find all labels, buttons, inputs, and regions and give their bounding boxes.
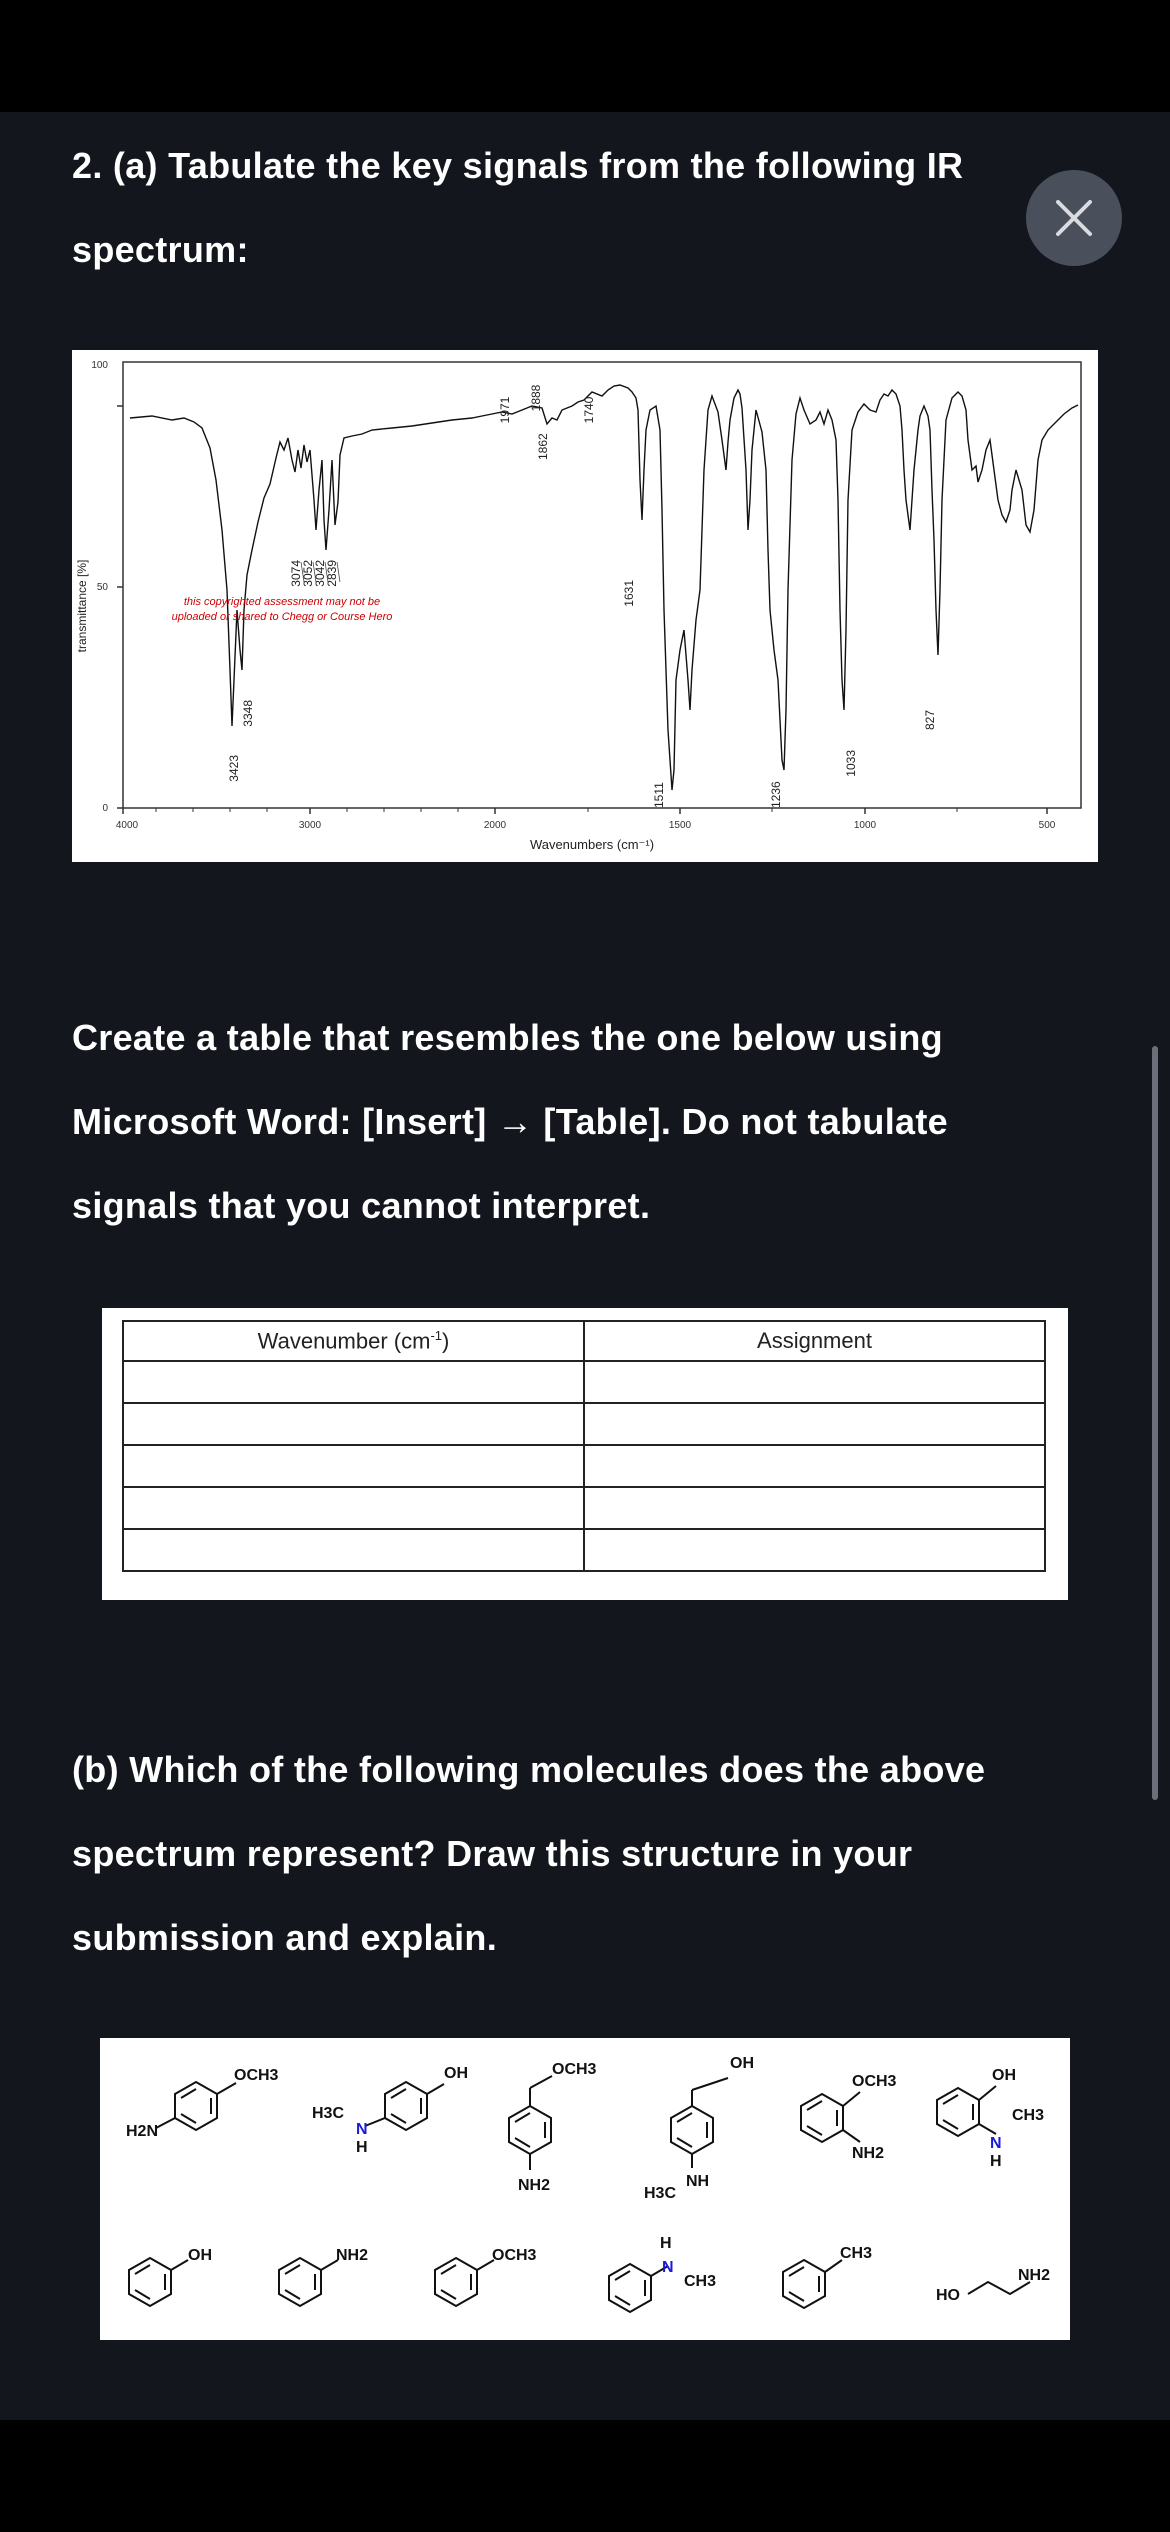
label-n: N [662, 2259, 674, 2276]
table-row [123, 1529, 1045, 1571]
watermark-line-2: uploaded or shared to Chegg or Course Hero [171, 611, 393, 623]
close-button[interactable] [1026, 170, 1122, 266]
label-h: H [660, 2235, 672, 2252]
label-nh: NH [686, 2173, 710, 2190]
label-ch3: CH3 [1012, 2107, 1045, 2124]
x-tick-label: 3000 [298, 820, 322, 831]
peak-label-1888: 1888 [529, 384, 543, 412]
peak-label-1631: 1631 [622, 580, 636, 607]
label-nh2: NH2 [336, 2247, 369, 2264]
label-h: H [990, 2153, 1002, 2170]
header-assignment: Assignment [584, 1321, 1045, 1361]
peak-label-3423: 3423 [227, 755, 241, 782]
table-instructions: Create a table that resembles the one below using Microsoft Word: [Insert] → [Table]. Do not tabulate signals that you cannot interpret. [72, 1017, 948, 1226]
peak-label-3042: 3042 [313, 560, 327, 587]
peak-label-1033: 1033 [844, 750, 858, 777]
label-nh2: NH2 [852, 2145, 885, 2162]
x-tick-label: 1500 [668, 820, 692, 831]
label-oh: OH [730, 2055, 754, 2072]
ir-spectrum-image [72, 350, 1098, 862]
x-tick-label: 4000 [115, 820, 139, 831]
peak-label-827: 827 [923, 710, 937, 731]
label-h3c: H3C [312, 2105, 345, 2122]
table-row [123, 1361, 1045, 1403]
y-axis-label: transmittance [%] [75, 559, 89, 653]
molecule-choices-image [100, 2038, 1070, 2340]
peak-label-3052: 3052 [301, 560, 315, 587]
template-table [122, 1320, 1046, 1572]
label-n: N [356, 2121, 368, 2138]
label-och3: OCH3 [492, 2247, 537, 2264]
close-icon [1054, 198, 1094, 238]
x-tick-label: 2000 [483, 820, 507, 831]
table-row [123, 1403, 1045, 1445]
label-n: N [990, 2135, 1002, 2152]
y-tick-label: 50 [96, 582, 108, 593]
peak-label-3348: 3348 [241, 700, 255, 727]
x-axis-label: Wavenumbers (cm⁻¹) [529, 837, 655, 852]
label-och3: OCH3 [852, 2073, 897, 2090]
label-oh: OH [444, 2065, 468, 2082]
label-oh: OH [992, 2067, 1016, 2084]
label-nh2: NH2 [518, 2177, 551, 2194]
peak-label-1862: 1862 [536, 433, 550, 460]
label-oh: OH [188, 2247, 212, 2264]
peak-label-1971: 1971 [498, 396, 512, 424]
scrollbar[interactable] [1152, 1046, 1158, 1800]
peak-label-3074: 3074 [289, 560, 303, 587]
peak-label-1236: 1236 [769, 781, 783, 808]
y-tick-label: 100 [91, 360, 108, 371]
y-tick-label: 0 [102, 803, 108, 814]
label-och3: OCH3 [552, 2061, 597, 2078]
watermark-line-1: this copyrighted assessment may not be [183, 596, 381, 608]
table-row [123, 1445, 1045, 1487]
plot-frame [123, 362, 1081, 808]
label-h3c: H3C [644, 2185, 677, 2202]
label-h2n: H2N [126, 2123, 159, 2140]
label-h: H [356, 2139, 368, 2156]
label-nh2: NH2 [1018, 2267, 1051, 2284]
x-tick-label: 500 [1038, 820, 1056, 831]
label-ch3: CH3 [684, 2273, 717, 2290]
question-part-a: 2. (a) Tabulate the key signals from the following IR spectrum: [72, 145, 964, 270]
peak-label-1511: 1511 [652, 782, 666, 808]
template-table-image [102, 1308, 1068, 1600]
table-row [123, 1487, 1045, 1529]
peak-label-1740: 1740 [582, 396, 596, 424]
header-wavenumber: Wavenumber $(cm^{-1})$ [123, 1321, 584, 1361]
label-och3: OCH3 [234, 2067, 279, 2084]
x-tick-label: 1000 [853, 820, 877, 831]
label-ho: HO [936, 2287, 960, 2304]
question-part-b: (b) Which of the following molecules does the above spectrum represent? Draw this structure in your submission and explain. [72, 1749, 986, 1958]
label-ch3: CH3 [840, 2245, 873, 2262]
peak-label-2839: 2839 [325, 560, 339, 587]
